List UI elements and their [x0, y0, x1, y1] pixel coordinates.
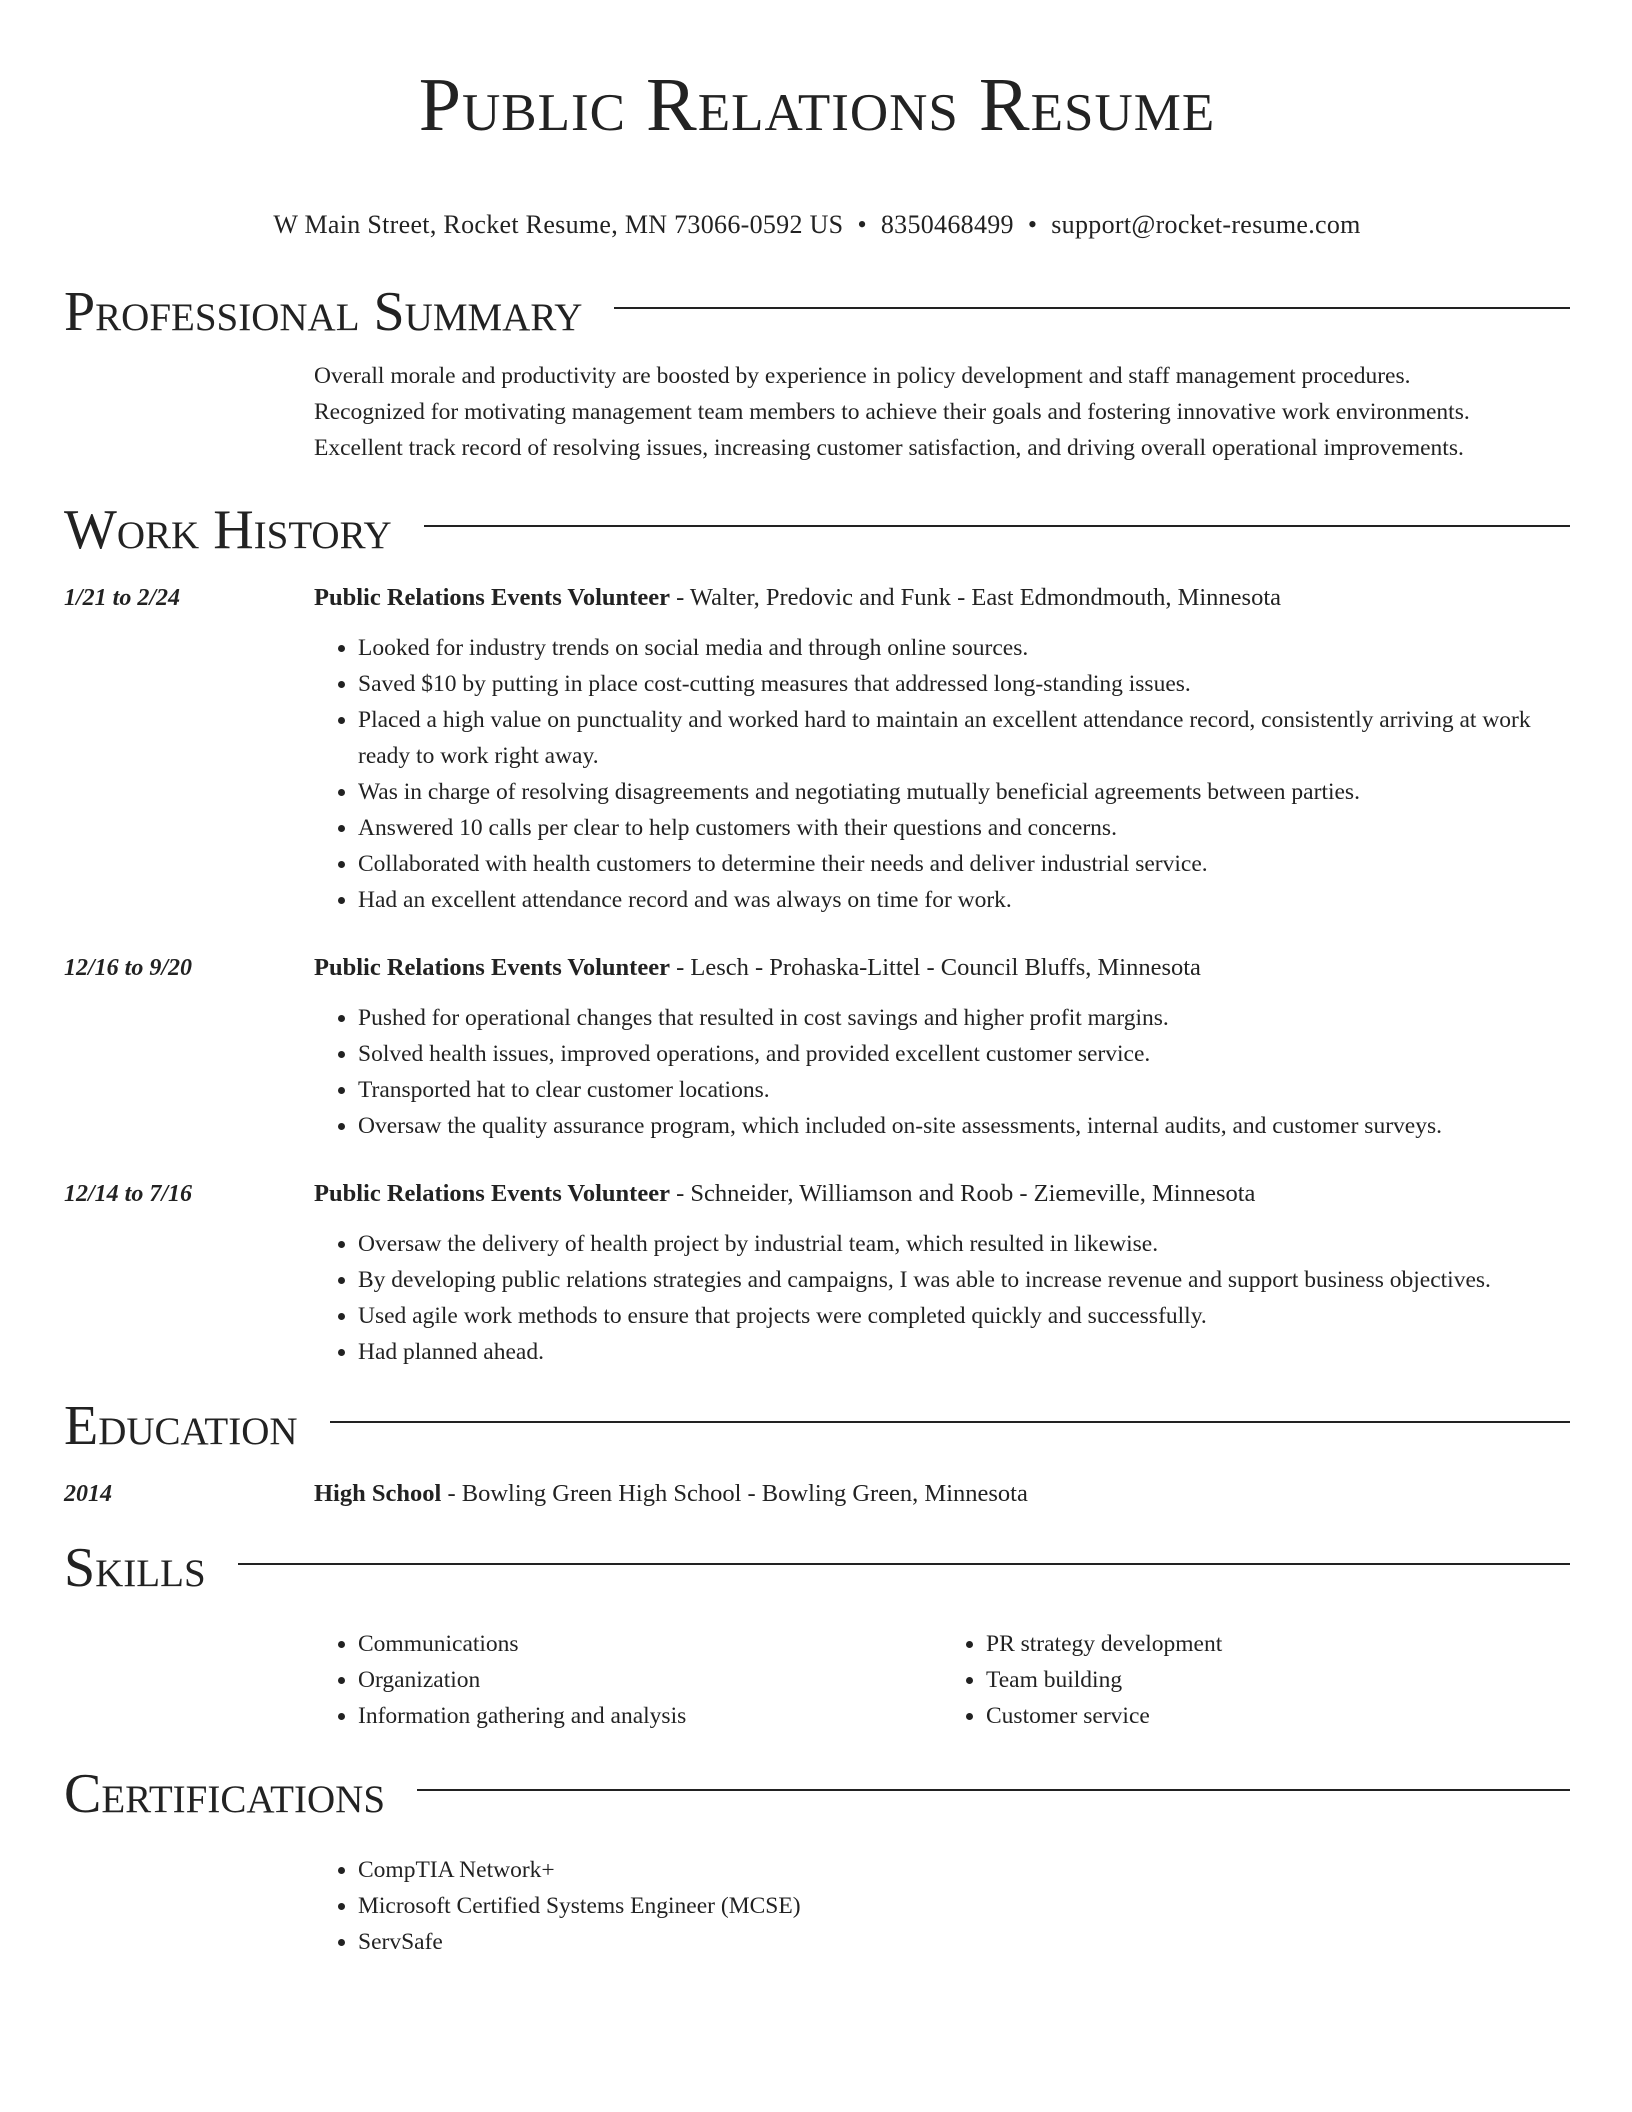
certifications-section: [64, 1758, 1570, 1960]
list-item: • Pushed for operational changes that resulted in cost savings and higher profit margins.: [358, 1000, 1570, 1036]
job-employer: - Schneider, Williamson and Roob - Ziemeville, Minnesota: [669, 1180, 1256, 1207]
section-divider: [238, 1563, 1570, 1565]
certifications-heading: Certifications: [64, 1763, 386, 1825]
skills-list-left: [314, 1626, 942, 1734]
job-dates: 1/21 to 2/24: [64, 585, 181, 611]
summary-line: Excellent track record of resolving issues, increasing customer satisfaction, and driving overall operational improvements.: [314, 435, 1464, 461]
job-heading: [314, 1176, 1570, 1212]
skills-list-right: [942, 1626, 1570, 1734]
job-content: [314, 950, 1570, 1144]
education-entry: [64, 1476, 1570, 1512]
skill-item: • Organization: [358, 1662, 942, 1698]
list-item: • Was in charge of resolving disagreements and negotiating mutually beneficial agreements between parties.: [358, 774, 1570, 810]
list-item: • Had planned ahead.: [358, 1334, 1570, 1370]
section-divider: [614, 307, 1570, 309]
page-title: Public Relations Resume: [418, 63, 1216, 147]
list-item: • Used agile work methods to ensure that projects were completed quickly and successfully.: [358, 1298, 1570, 1334]
summary-section: [64, 276, 1570, 466]
job-entry: [64, 1176, 1570, 1370]
skills-section: [64, 1532, 1570, 1734]
job-employer: - Lesch - Prohaska-Littel - Council Bluffs, Minnesota: [669, 954, 1201, 981]
education-heading: Education: [64, 1395, 298, 1457]
certifications-header: [64, 1758, 1570, 1830]
summary-line: Recognized for motivating management team members to achieve their goals and fostering innovative work environments.: [314, 399, 1470, 425]
job-dates: 12/16 to 9/20: [64, 955, 193, 981]
job-content: [314, 580, 1570, 918]
job-bullets: [314, 1000, 1570, 1144]
list-item: • Oversaw the quality assurance program, which included on-site assessments, internal audits, and customer surveys.: [358, 1108, 1570, 1144]
summary-header: [64, 276, 1570, 348]
list-item: • Had an excellent attendance record and was always on time for work.: [358, 882, 1570, 918]
work-history-section: [64, 494, 1570, 1370]
certification-item: • ServSafe: [358, 1924, 1570, 1960]
skill-item: • Communications: [358, 1626, 942, 1662]
summary-heading: Professional Summary: [64, 281, 583, 343]
list-item: • Oversaw the delivery of health project by industrial team, which resulted in likewise.: [358, 1226, 1570, 1262]
list-item: • Saved $10 by putting in place cost-cutting measures that addressed long-standing issues.: [358, 666, 1570, 702]
education-section: [64, 1390, 1570, 1512]
job-entry: [64, 950, 1570, 1144]
section-divider: [424, 525, 1570, 527]
job-title: Public Relations Events Volunteer: [314, 1180, 670, 1207]
skill-item: • PR strategy development: [986, 1626, 1570, 1662]
list-item: • Collaborated with health customers to determine their needs and deliver industrial service.: [358, 846, 1570, 882]
job-title: Public Relations Events Volunteer: [314, 954, 670, 981]
summary-text: [314, 358, 1570, 466]
job-employer: - Walter, Predovic and Funk - East Edmondmouth, Minnesota: [669, 584, 1282, 611]
contact-address: W Main Street, Rocket Resume, MN 73066-0592 US: [273, 210, 844, 239]
contact-separator: •: [1027, 210, 1038, 239]
work-history-heading: Work History: [64, 499, 392, 561]
list-item: • Placed a high value on punctuality and worked hard to maintain an excellent attendance record, consistently arriving at work ready to work right away.: [358, 702, 1570, 774]
contact-separator: •: [857, 210, 867, 239]
work-history-header: [64, 494, 1570, 566]
job-dates: 12/14 to 7/16: [64, 1181, 193, 1207]
certification-item: • CompTIA Network+: [358, 1852, 1570, 1888]
skill-item: • Customer service: [986, 1698, 1570, 1734]
job-bullets: [314, 1226, 1570, 1370]
job-entry: [64, 580, 1570, 918]
certifications-body: [314, 1852, 1570, 1960]
job-bullets: [314, 630, 1570, 918]
education-header: [64, 1390, 1570, 1462]
skills-heading: Skills: [64, 1537, 206, 1599]
education-heading-line: [314, 1476, 1570, 1512]
education-year: 2014: [64, 1481, 112, 1507]
education-school: - Bowling Green High School - Bowling Green, Minnesota: [441, 1480, 1028, 1507]
contact-line: [64, 210, 1570, 240]
list-item: • Answered 10 calls per clear to help customers with their questions and concerns.: [358, 810, 1570, 846]
job-content: [314, 1176, 1570, 1370]
skill-item: • Team building: [986, 1662, 1570, 1698]
job-heading: [314, 950, 1570, 986]
education-content: [314, 1476, 1570, 1512]
contact-phone: 8350468499: [880, 210, 1014, 239]
section-divider: [417, 1789, 1570, 1791]
certifications-list: [314, 1852, 1570, 1960]
list-item: • Looked for industry trends on social media and through online sources.: [358, 630, 1570, 666]
contact-email: support@rocket-resume.com: [1051, 210, 1361, 239]
job-title: Public Relations Events Volunteer: [314, 584, 670, 611]
list-item: • By developing public relations strategies and campaigns, I was able to increase revenue and support business objectives.: [358, 1262, 1570, 1298]
job-heading: [314, 580, 1570, 616]
skill-item: • Information gathering and analysis: [358, 1698, 942, 1734]
summary-line: Overall morale and productivity are boosted by experience in policy development and staff management procedures.: [314, 363, 1411, 389]
skills-grid: [314, 1626, 1570, 1734]
section-divider: [330, 1421, 1570, 1423]
list-item: • Transported hat to clear customer locations.: [358, 1072, 1570, 1108]
education-degree: High School: [314, 1480, 442, 1507]
list-item: • Solved health issues, improved operations, and provided excellent customer service.: [358, 1036, 1570, 1072]
certification-item: • Microsoft Certified Systems Engineer (MCSE): [358, 1888, 1570, 1924]
skills-header: [64, 1532, 1570, 1604]
